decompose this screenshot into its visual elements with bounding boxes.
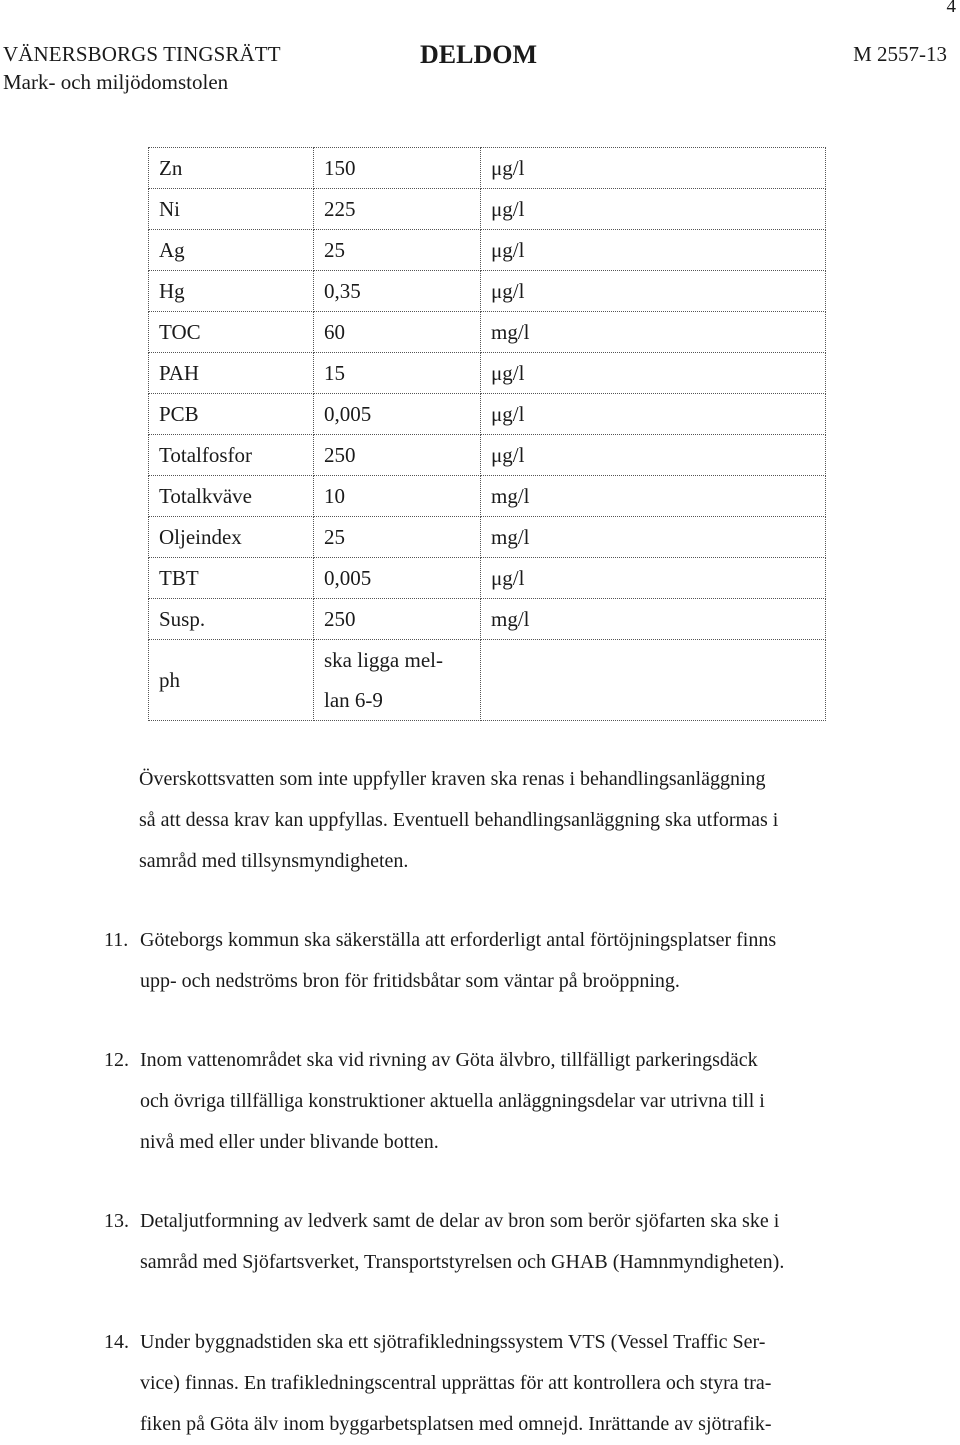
unit-cell: μg/l [481, 148, 826, 189]
unit-cell: mg/l [481, 517, 826, 558]
value-cell: 0,005 [314, 558, 481, 599]
paragraph-line: Överskottsvatten som inte uppfyller kraven ska renas i behandlingsanläggning [139, 768, 766, 790]
value-cell: 250 [314, 435, 481, 476]
param-cell: Susp. [149, 599, 314, 640]
limits-table [148, 147, 826, 721]
param-cell: Hg [149, 271, 314, 312]
table-row [149, 558, 826, 599]
value-cell: 0,35 [314, 271, 481, 312]
value-cell: 25 [314, 230, 481, 271]
table-row [149, 599, 826, 640]
court-department: Mark- och miljödomstolen [3, 70, 229, 94]
table-row [149, 517, 826, 558]
value-cell: 10 [314, 476, 481, 517]
unit-cell: mg/l [481, 476, 826, 517]
table-row [149, 435, 826, 476]
table-row [149, 640, 826, 721]
unit-cell: μg/l [481, 271, 826, 312]
param-cell: Totalkväve [149, 476, 314, 517]
condition-item-14 [104, 1322, 771, 1445]
document-type: DELDOM [420, 40, 537, 69]
param-cell: Ag [149, 230, 314, 271]
paragraph-line: samråd med tillsynsmyndigheten. [139, 850, 409, 872]
item-line: Detaljutformning av ledverk samt de delar av bron som berör sjöfarten ska ske i [140, 1210, 780, 1232]
param-cell: ph [149, 640, 314, 721]
value-cell: 60 [314, 312, 481, 353]
condition-item-13 [104, 1201, 784, 1283]
condition-item-12 [104, 1040, 765, 1163]
table-row [149, 230, 826, 271]
page-number: 4 [946, 0, 956, 17]
unit-cell: mg/l [481, 312, 826, 353]
item-number: 13. [104, 1210, 129, 1232]
param-cell: Oljeindex [149, 517, 314, 558]
param-cell: PAH [149, 353, 314, 394]
param-cell: Zn [149, 148, 314, 189]
unit-cell [481, 640, 826, 721]
item-line: Under byggnadstiden ska ett sjötrafikledningssystem VTS (Vessel Traffic Ser- [140, 1331, 766, 1353]
item-line: nivå med eller under blivande botten. [140, 1131, 439, 1153]
table-row [149, 476, 826, 517]
condition-item-11 [104, 920, 776, 1002]
case-number: M 2557-13 [853, 42, 947, 66]
unit-cell: μg/l [481, 558, 826, 599]
item-line: fiken på Göta älv inom byggarbetsplatsen med omnejd. Inrättande av sjötrafik- [140, 1413, 772, 1435]
unit-cell: μg/l [481, 394, 826, 435]
unit-cell: μg/l [481, 353, 826, 394]
unit-cell: μg/l [481, 230, 826, 271]
table-row [149, 189, 826, 230]
item-line: vice) finnas. En trafikledningscentral upprättas för att kontrollera och styra tra- [140, 1372, 772, 1394]
value-cell: 25 [314, 517, 481, 558]
item-line: upp- och nedströms bron för fritidsbåtar som väntar på broöppning. [140, 970, 680, 992]
item-line: och övriga tillfälliga konstruktioner aktuella anläggningsdelar var utrivna till i [140, 1090, 765, 1112]
value-cell: 250 [314, 599, 481, 640]
limits-table-body [149, 148, 826, 721]
value-cell: 15 [314, 353, 481, 394]
item-number: 14. [104, 1331, 129, 1353]
table-row [149, 148, 826, 189]
court-name: VÄNERSBORGS TINGSRÄTT [3, 42, 281, 66]
param-cell: Totalfosfor [149, 435, 314, 476]
item-line: samråd med Sjöfartsverket, Transportstyrelsen och GHAB (Hamnmyndigheten). [140, 1251, 785, 1273]
table-row [149, 353, 826, 394]
table-row [149, 271, 826, 312]
value-cell [314, 640, 481, 721]
value-line: lan 6-9 [324, 688, 383, 712]
table-row [149, 312, 826, 353]
item-number: 12. [104, 1049, 129, 1071]
value-line: ska ligga mel- [324, 648, 443, 672]
item-line: Inom vattenområdet ska vid rivning av Göta älvbro, tillfälligt parkeringsdäck [140, 1049, 758, 1071]
unit-cell: mg/l [481, 599, 826, 640]
item-line: Göteborgs kommun ska säkerställa att erforderligt antal förtöjningsplatser finns [140, 929, 777, 951]
param-cell: TOC [149, 312, 314, 353]
intro-paragraph [139, 759, 778, 882]
value-cell: 0,005 [314, 394, 481, 435]
item-number: 11. [104, 929, 129, 951]
param-cell: TBT [149, 558, 314, 599]
value-cell: 150 [314, 148, 481, 189]
table-row [149, 394, 826, 435]
unit-cell: μg/l [481, 435, 826, 476]
param-cell: Ni [149, 189, 314, 230]
paragraph-line: så att dessa krav kan uppfyllas. Eventuell behandlingsanläggning ska utformas i [139, 809, 779, 831]
unit-cell: μg/l [481, 189, 826, 230]
param-cell: PCB [149, 394, 314, 435]
value-cell: 225 [314, 189, 481, 230]
